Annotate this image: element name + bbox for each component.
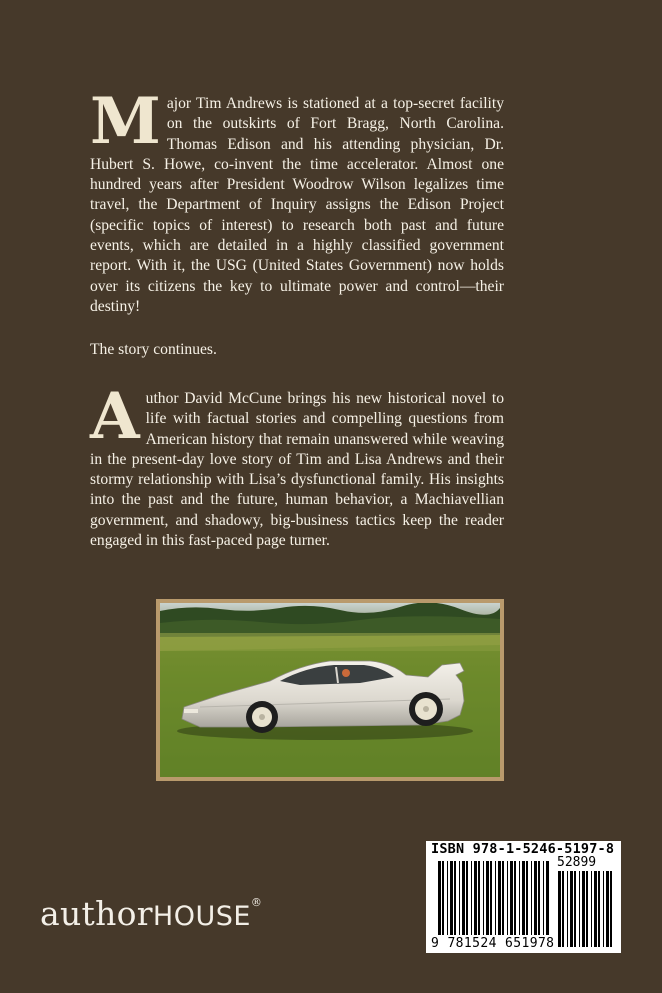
car-photo-frame xyxy=(156,599,504,781)
drop-cap-a: A xyxy=(90,379,140,454)
registered-mark: ® xyxy=(250,896,263,909)
blurb-paragraph-2 xyxy=(90,340,504,360)
car-photo xyxy=(160,603,500,777)
ean-digits: 9 781524 651978 xyxy=(431,936,555,951)
isbn-barcode xyxy=(426,841,621,953)
blurb-paragraph-2-text: The story continues. xyxy=(90,341,217,358)
price-code: 52899 xyxy=(557,855,597,870)
blurb-paragraph-1 xyxy=(90,84,504,317)
blurb-paragraph-1-text: ajor Tim Andrews is stationed at a top-secret facility on the outskirts of Fort Bragg, North Carolina. Thomas Edison and his attending physician, Dr. Hubert S. Howe, co-invent the time accelerator. Almost one hundred years after President Woodrow Wilson legalizes time travel, the Department of Inquiry assigns the Edison Project (specific topics of interest) to research both past and future events, which are detailed in a highly classified government report. With it, the USG (United States Government) now holds over its citizens the key to ultimate power and control—their destiny! xyxy=(90,95,504,315)
isbn-label: ISBN 978-1-5246-5197-8 xyxy=(431,841,615,857)
publisher-name-upper: HOUSE xyxy=(152,901,251,932)
publisher-logo xyxy=(40,894,262,933)
drop-cap-m: M xyxy=(90,84,161,159)
author-paragraph-text: uthor David McCune brings his new historical novel to life with factual stories and compelling questions from American history that remain unanswered while weaving in the present-day love story of Tim and Lisa Andrews and their stormy relationship with Lisa’s dysfunctional family. His insights into the past and the future, human behavior, a Machiavellian government, and shadowy, big-business tactics keep the reader engaged in this fast-paced page turner. xyxy=(90,390,504,550)
author-paragraph xyxy=(90,379,504,551)
publisher-name-lower: author xyxy=(40,894,153,933)
